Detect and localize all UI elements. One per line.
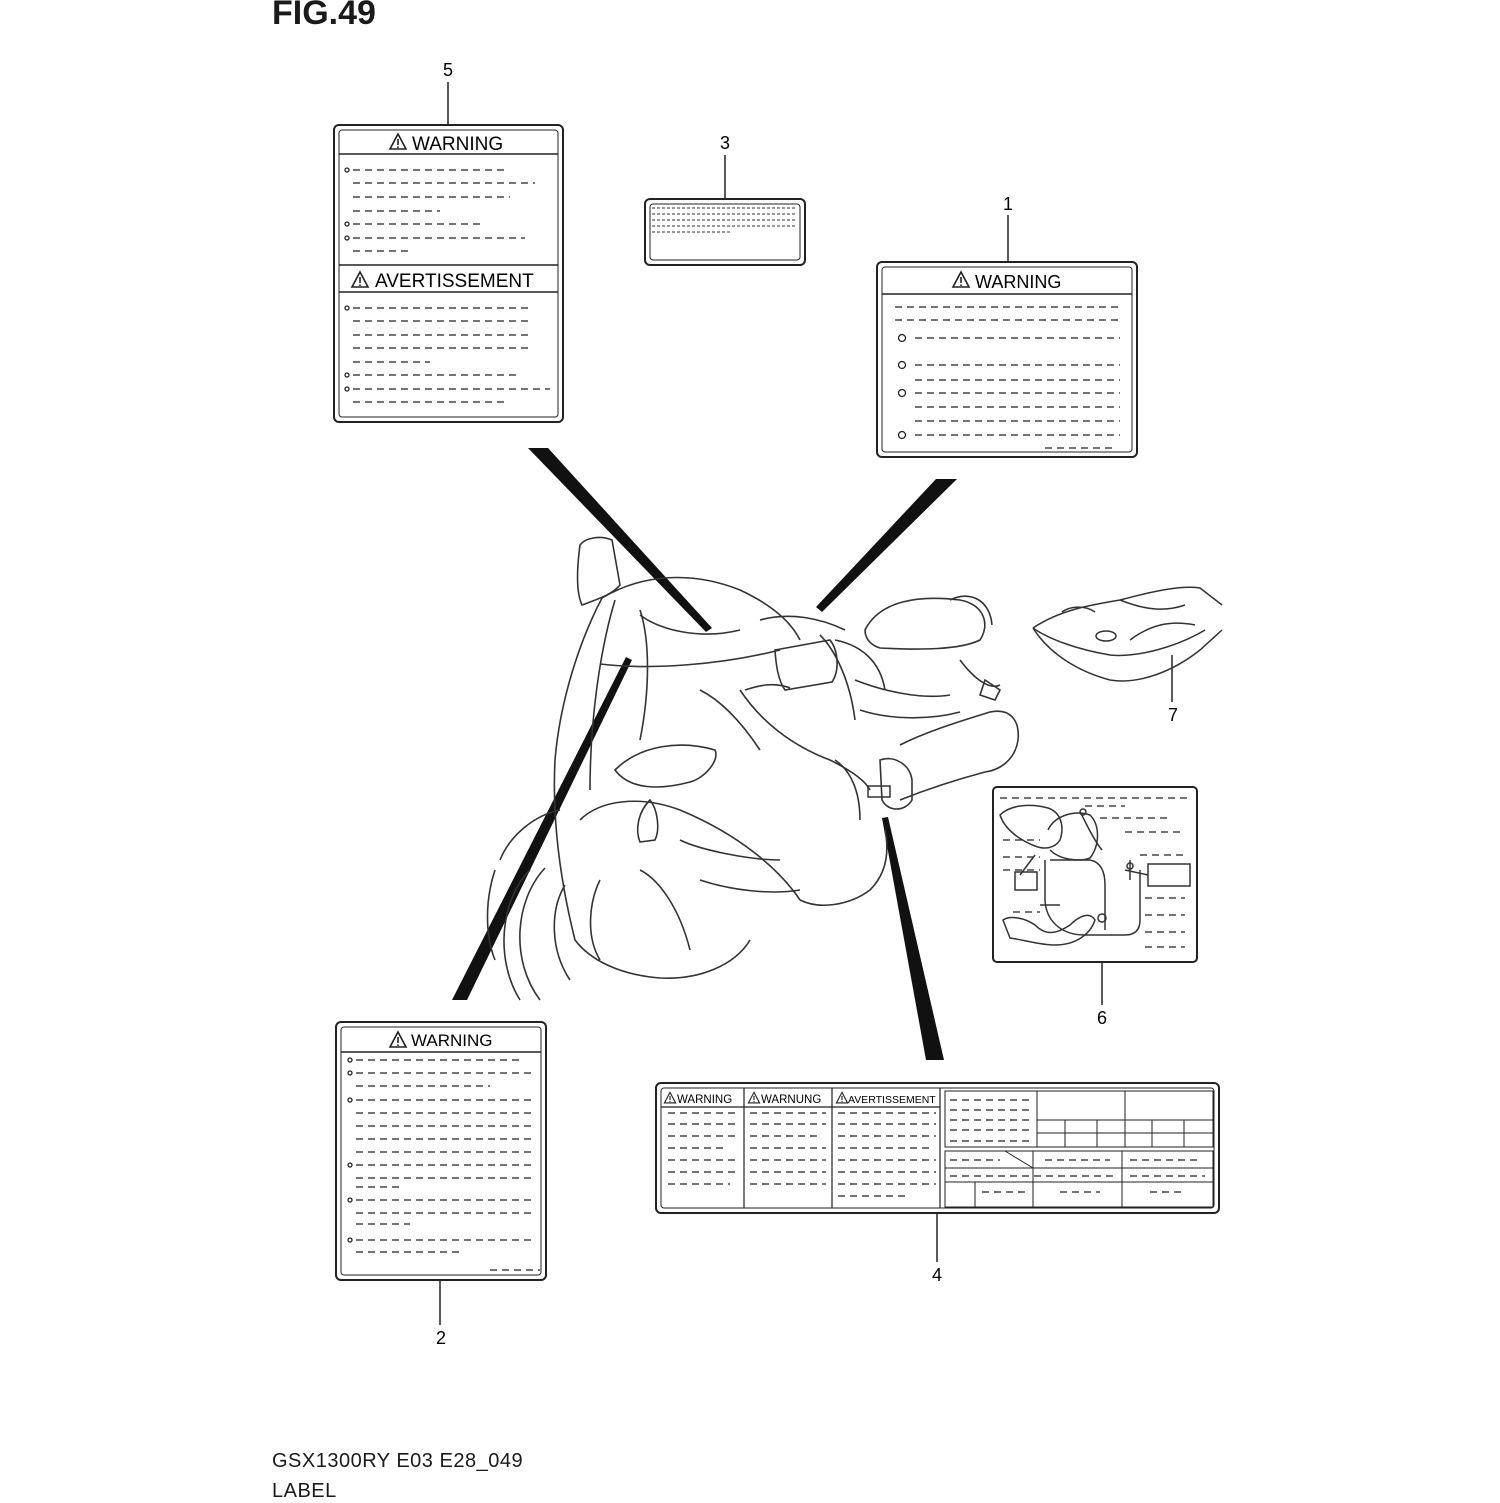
motorcycle-illustration [488, 538, 1019, 1000]
callout-3: 3 [719, 133, 731, 153]
callout-7: 7 [1167, 705, 1179, 725]
callout-1: 1 [1002, 194, 1014, 214]
warning-triangle-icon [836, 1092, 847, 1103]
wiring-diagram-illustration [1000, 805, 1190, 945]
section-name: LABEL [272, 1480, 337, 1502]
pouch-illustration [1033, 587, 1222, 681]
callout-4: 4 [931, 1265, 943, 1285]
label1-header-warning: WARNING [975, 272, 1062, 292]
label4-col-warnung: WARNUNG [761, 1094, 822, 1106]
pointer-wedges [452, 448, 957, 1060]
callout-5: 5 [442, 60, 454, 80]
label4-col-warning: WARNING [677, 1094, 733, 1106]
model-code: GSX1300RY E03 E28_049 [272, 1450, 524, 1472]
warning-triangle-icon [748, 1092, 759, 1103]
warning-triangle-icon [390, 1032, 406, 1047]
label2-header-warning: WARNING [411, 1031, 493, 1050]
warning-triangle-icon [953, 272, 969, 287]
callout-6: 6 [1096, 1008, 1108, 1028]
warning-triangle-icon [390, 134, 406, 149]
callout-2: 2 [435, 1328, 447, 1348]
warning-triangle-icon [352, 272, 368, 287]
label4-col-avertissement: AVERTISSEMENT [848, 1094, 936, 1106]
label5-header-avertissement: AVERTISSEMENT [375, 271, 534, 292]
label5-header-warning: WARNING [412, 134, 504, 155]
warning-triangle-icon [664, 1092, 675, 1103]
figure-title: FIG.49 [272, 0, 376, 32]
